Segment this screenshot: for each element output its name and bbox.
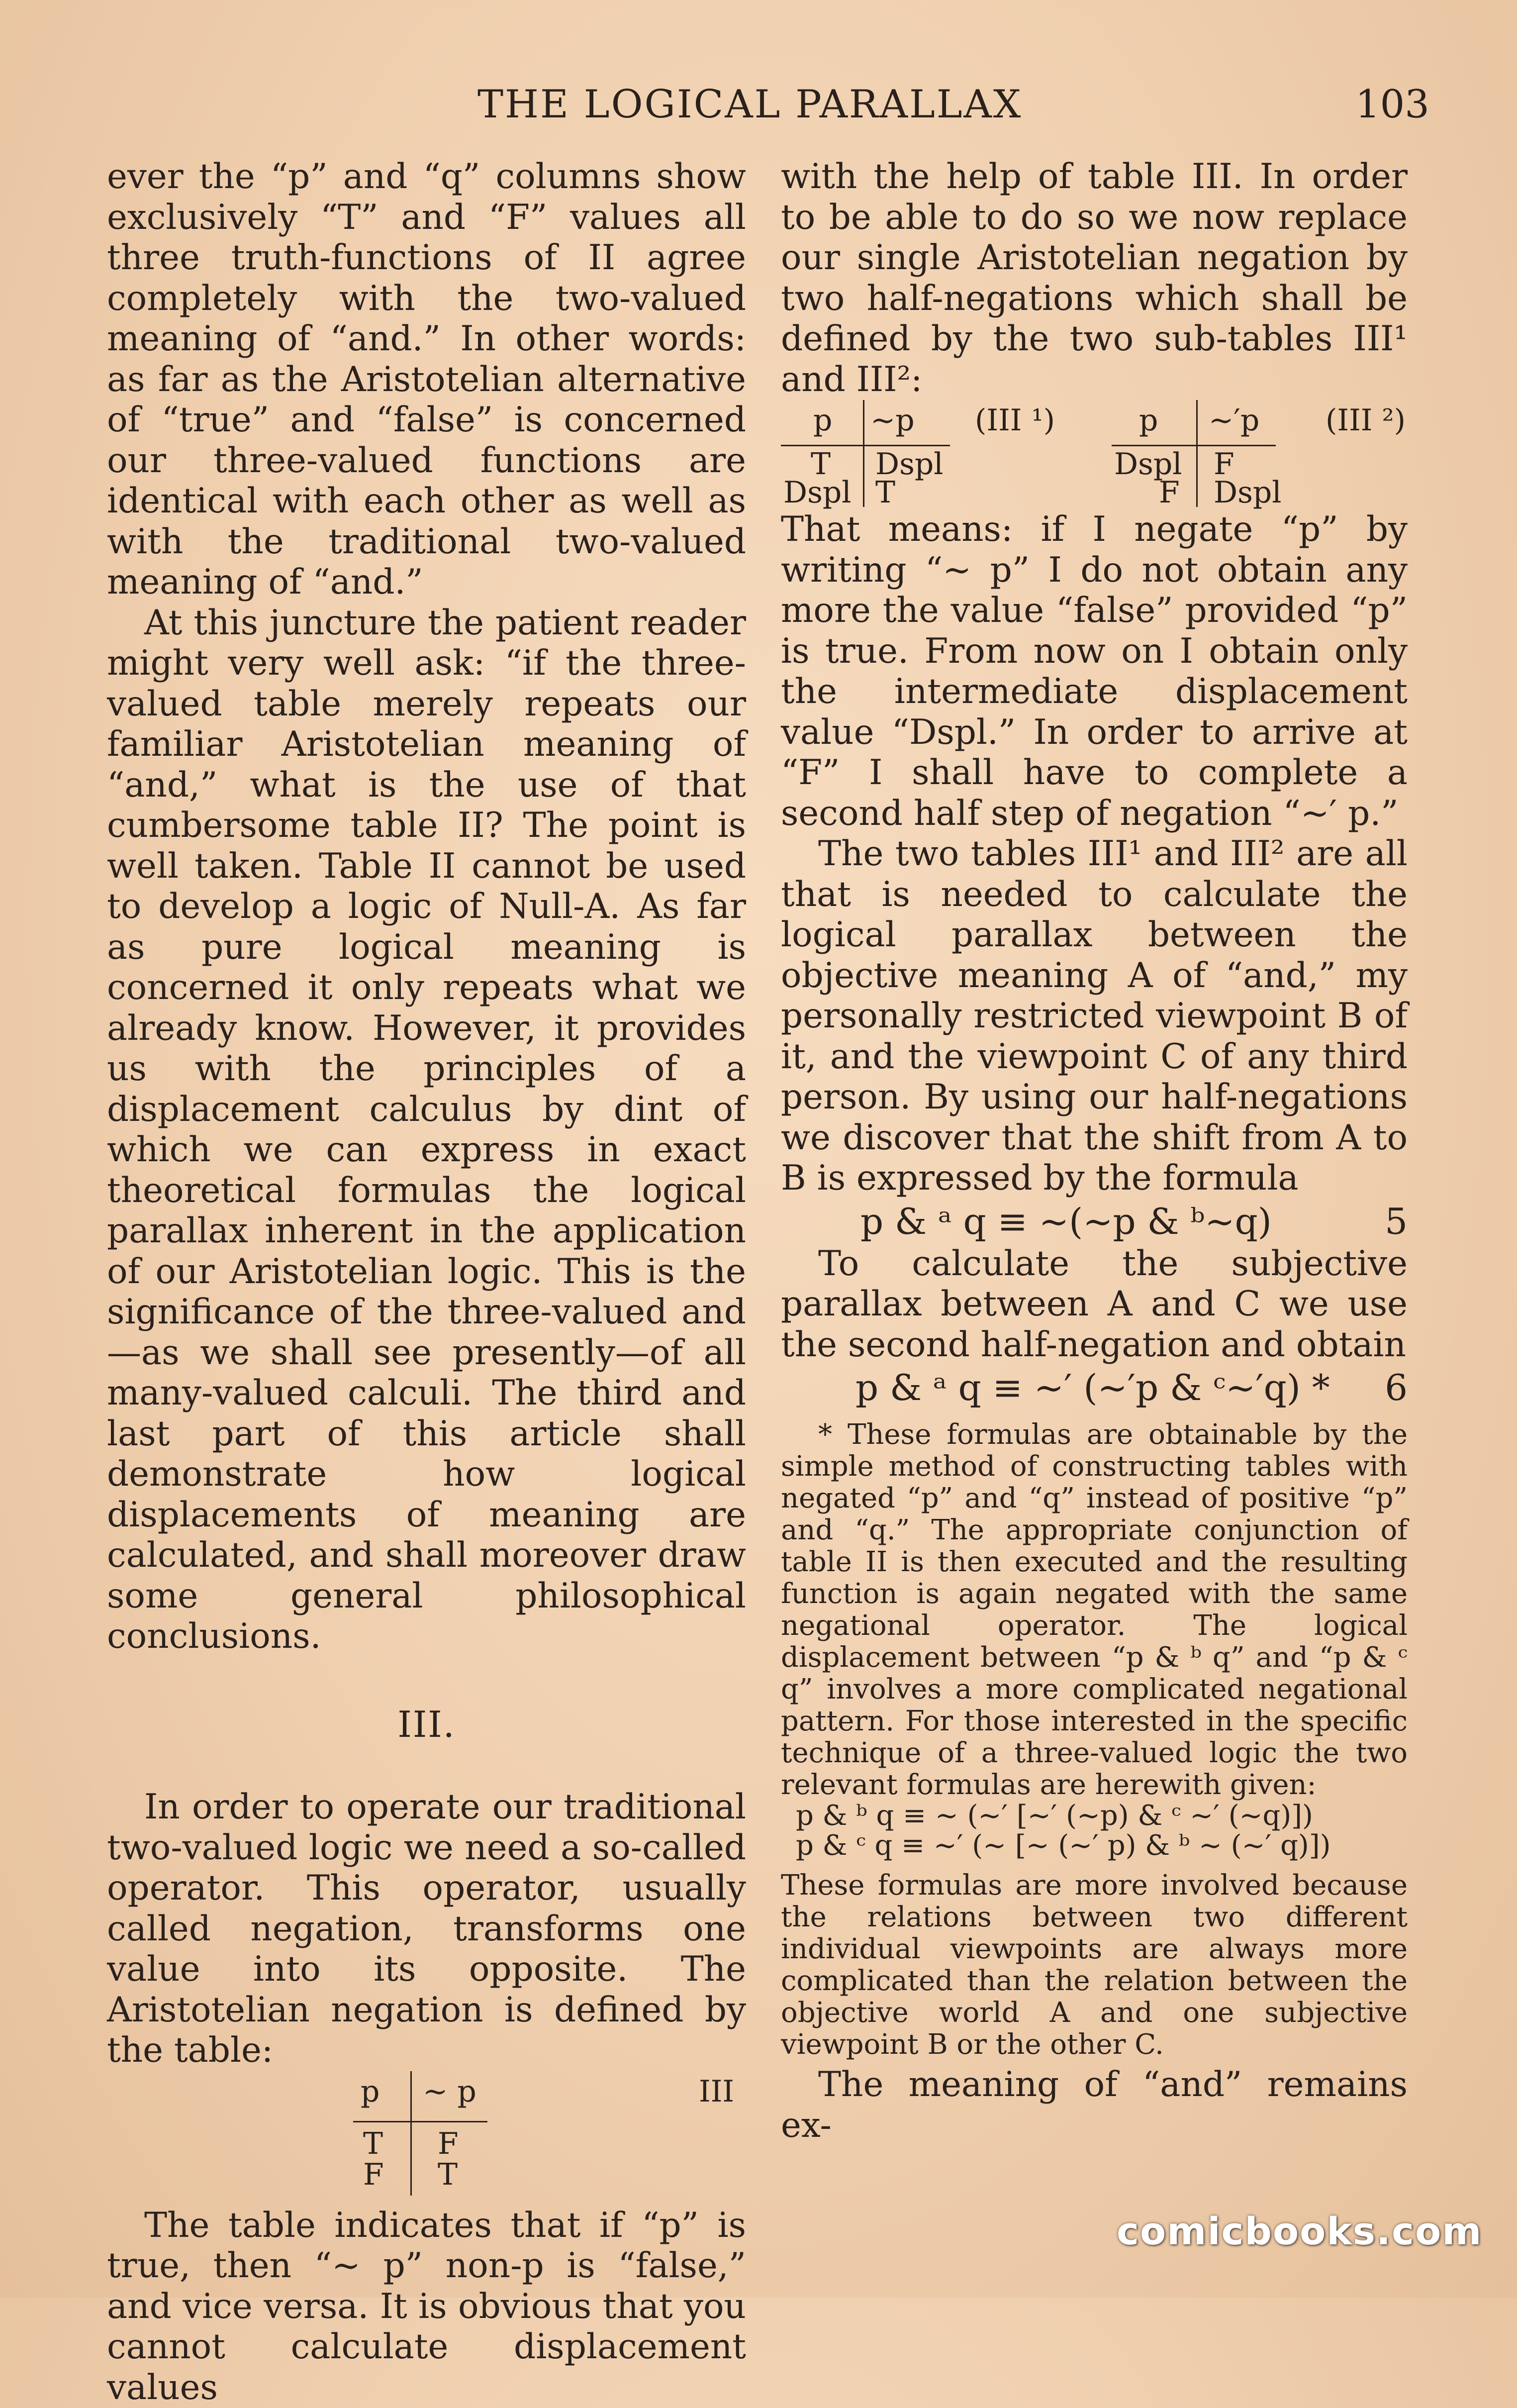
left-paragraph-4: The table indicates that if “p” is true, then “∼ p” non-p is “false,” and vice versa. It is obvious that you cannot calculate displacement values bbox=[107, 2206, 746, 2408]
table-cell: F bbox=[1214, 449, 1234, 480]
right-column bbox=[781, 157, 1408, 2146]
table-header-p: p bbox=[361, 2076, 379, 2107]
left-paragraph-1: ever the “p” and “q” columns show exclusively “T” and “F” values all three truth-functions of II agree completely with the two-valued meaning of “and.” In other words: as far as the Aristotelian alternative of “true” and “false” is concerned our three-valued functions are identical with each other as well as with the traditional two-valued meaning of “and.” bbox=[107, 157, 746, 603]
table-cell: Dspl bbox=[1214, 477, 1282, 508]
right-paragraph-4: To calculate the subjective parallax between A and C we use the second half-negation and obtain bbox=[781, 1244, 1408, 1366]
left-column bbox=[107, 157, 746, 2408]
table-cell: T bbox=[811, 449, 831, 480]
table-header-p: p bbox=[1139, 405, 1158, 436]
section-heading: III. bbox=[107, 1705, 746, 1745]
formula-6 bbox=[781, 1365, 1408, 1410]
footnote-conclusion: These formulas are more involved because the relations between two different individual viewpoints are always more complicated than the relation between the objective world A and one subjective viewpoint B or the other C. bbox=[781, 1870, 1408, 2061]
negation-table-III bbox=[107, 2071, 746, 2196]
page-header bbox=[0, 82, 1517, 137]
page-number: 103 bbox=[1355, 82, 1429, 127]
right-paragraph-5: The meaning of “and” remains ex- bbox=[781, 2065, 1408, 2146]
formula-expression: p & ᵃ q ≡ ∼(∼p & ᵇ∼q) bbox=[860, 1202, 1272, 1242]
table-horizontal-rule bbox=[1112, 445, 1276, 446]
table-vertical-rule bbox=[1196, 400, 1198, 507]
table-header-not-p: ∼ p bbox=[423, 2076, 476, 2107]
table-vertical-rule bbox=[863, 400, 864, 507]
table-cell: Dspl bbox=[1114, 449, 1182, 480]
table-cell: F bbox=[438, 2128, 459, 2159]
right-paragraph-2: That means: if I negate “p” by writing “∼ p” I do not obtain any more the value “false” provided “p” is true. From now on I obtain only the intermediate displacement value “Dspl.” In order to arrive at “F” I shall have to complete a second half step of negation “∼′ p.” bbox=[781, 509, 1408, 834]
left-paragraph-3: In order to operate our traditional two-valued logic we need a so-called operator. This operator, usually called negation, transforms one value into its opposite. The Aristotelian negation is defined by the table: bbox=[107, 1787, 746, 2071]
footnote: * These formulas are obtainable by the simple method of constructing tables with negated “p” and “q” instead of positive “p” and “q.” The appropriate conjunction of table II is then executed and the resulting function is again negated with the same negational operator. The logical displacement between “p & ᵇ q” and “p & ᶜ q” involves a more complicated negational pattern. For those interested in the specific technique of a three-valued logic the two relevant formulas are herewith given: bbox=[781, 1419, 1408, 1801]
watermark-logo: comicbooks.com bbox=[1117, 2209, 1483, 2253]
table-cell: F bbox=[363, 2159, 384, 2190]
formula-number: 6 bbox=[1385, 1368, 1408, 1408]
right-paragraph-3: The two tables III¹ and III² are all that is needed to calculate the logical parallax between the objective meaning A of “and,” my personally restricted viewpoint B of it, and the viewpoint C of any third person. By using our half-negations we discover that the shift from A to B is expressed by the formula bbox=[781, 834, 1408, 1199]
left-paragraph-2: At this juncture the patient reader might very well ask: “if the three-valued table merely repeats our familiar Aristotelian meaning of “and,” what is the use of that cumbersome table II? The point is well taken. Table II cannot be used to develop a logic of Null-A. As far as pure logical meaning is concerned it only repeats what we already know. However, it provides us with the principles of a displacement calculus by dint of which we can express in exact theoretical formulas the logical parallax inherent in the application of our Aristotelian logic. This is the significance of the three-valued and—as we shall see presently—of all many-valued calculi. The third and last part of this article shall demonstrate how logical displacements of meaning are calculated, and shall moreover draw some general philosophical conclusions. bbox=[107, 603, 746, 1657]
table-horizontal-rule bbox=[353, 2121, 487, 2122]
table-header-p: p bbox=[813, 405, 832, 436]
footnote-formula-2: p & ᶜ q ≡ ∼′ (∼ [∼ (∼′ p) & ᵇ ∼ (∼′ q)]) bbox=[781, 1831, 1408, 1861]
formula-5 bbox=[781, 1199, 1408, 1244]
table-label: (III ²) bbox=[1326, 405, 1406, 436]
table-cell: T bbox=[438, 2159, 458, 2190]
table-label: (III ¹) bbox=[975, 405, 1055, 436]
half-negation-tables bbox=[781, 400, 1408, 509]
table-cell: Dspl bbox=[875, 449, 944, 480]
running-title: THE LOGICAL PARALLAX bbox=[477, 82, 1022, 127]
table-cell: F bbox=[1159, 477, 1180, 508]
formula-number: 5 bbox=[1385, 1202, 1408, 1242]
table-cell: T bbox=[363, 2128, 383, 2159]
table-header-not-p: ∼′p bbox=[1209, 405, 1259, 436]
table-header-not-p: ∼p bbox=[870, 405, 915, 436]
right-paragraph-1: with the help of table III. In order to be able to do so we now replace our single Aristotelian negation by two half-negations which shall be defined by the two sub-tables III¹ and III²: bbox=[781, 157, 1408, 400]
table-label: III bbox=[699, 2076, 734, 2107]
table-cell: T bbox=[875, 477, 895, 508]
formula-expression: p & ᵃ q ≡ ∼′ (∼′p & ᶜ∼′q) * bbox=[855, 1368, 1330, 1408]
table-vertical-rule bbox=[410, 2071, 412, 2196]
table-cell: Dspl bbox=[783, 477, 852, 508]
footnote-formula-1: p & ᵇ q ≡ ∼ (∼′ [∼′ (∼p) & ᶜ ∼′ (∼q)]) bbox=[781, 1801, 1408, 1831]
table-horizontal-rule bbox=[781, 445, 950, 446]
